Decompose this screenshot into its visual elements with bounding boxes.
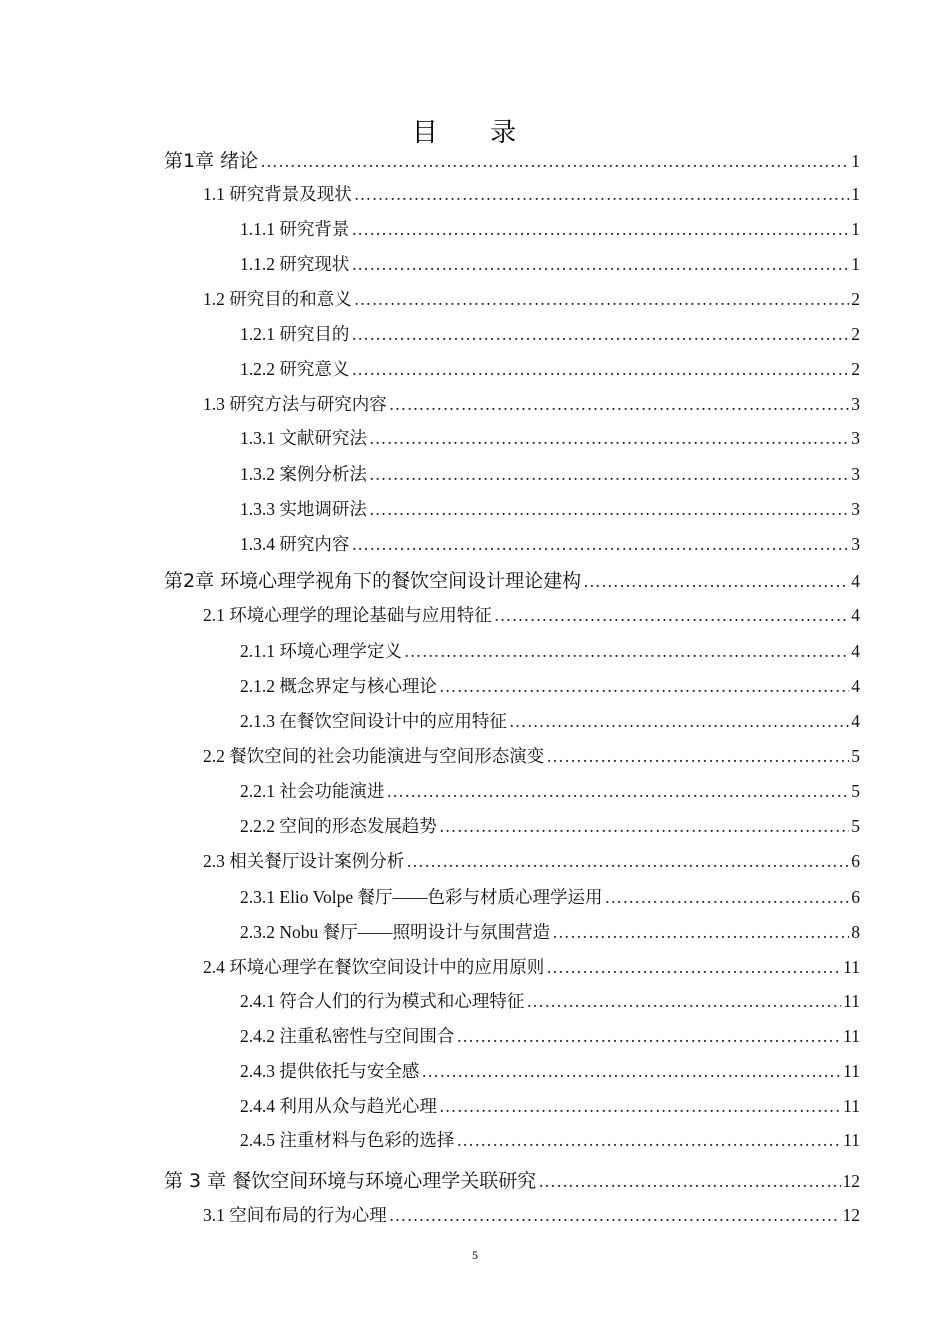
toc-entry-level-3[interactable] [240,531,860,556]
toc-entry-label: 第1章 绪论 [164,150,259,172]
dot-leader [546,746,849,767]
toc-entry-page-number: 1 [851,254,860,274]
dot-leader [351,534,849,555]
toc-entry-level-3[interactable] [240,216,860,241]
toc-entry-label: 2.4.5 注重材料与色彩的选择 [240,1130,455,1150]
toc-entry-label: 1.2 研究目的和意义 [203,289,352,309]
dot-leader [494,605,850,626]
toc-entry-level-2[interactable] [203,181,860,206]
dot-leader [526,991,841,1012]
dot-leader [354,289,850,310]
toc-entry-level-3[interactable] [240,461,860,486]
toc-title: 目 录 [411,118,539,148]
dot-leader [369,499,849,520]
toc-entry-level-3[interactable] [240,1093,860,1118]
toc-entry-page-number: 3 [851,499,860,519]
toc-entry-page-number: 3 [851,464,860,484]
toc-entry-level-3[interactable] [240,884,860,909]
dot-leader [552,922,849,943]
dot-leader [389,394,850,415]
dot-leader [604,887,849,908]
toc-entry-page-number: 11 [843,1026,860,1046]
toc-entry-level-3[interactable] [240,778,860,803]
dot-leader [509,711,849,732]
toc-entry-label: 第2章 环境心理学视角下的餐饮空间设计理论建构 [164,570,582,592]
dot-leader [439,816,849,837]
dot-leader [386,781,849,802]
toc-entry-label: 1.2.2 研究意义 [240,359,350,379]
toc-entry-label: 2.2.1 社会功能演进 [240,781,385,801]
toc-entry-page-number: 2 [851,359,860,379]
toc-entry-page-number: 1 [851,184,860,204]
toc-entry-label: 1.3.2 案例分析法 [240,464,367,484]
toc-entry-page-number: 5 [851,781,860,801]
toc-entry-label: 2.1.3 在餐饮空间设计中的应用特征 [240,711,507,731]
toc-entry-label: 2.4.4 利用从众与趋光心理 [240,1096,437,1116]
dot-leader [439,1096,841,1117]
toc-entry-level-3[interactable] [240,708,860,733]
toc-entry-label: 1.3 研究方法与研究内容 [203,394,387,414]
toc-entry-level-3[interactable] [240,813,860,838]
toc-entry-level-3[interactable] [240,425,860,450]
dot-leader [354,184,850,205]
toc-entry-page-number: 2 [851,324,860,344]
toc-entry-page-number: 5 [851,816,860,836]
toc-entry-page-number: 5 [851,746,860,766]
toc-entry-label: 1.3.4 研究内容 [240,534,350,554]
toc-entry-page-number: 11 [843,991,860,1011]
toc-entry-label: 2.1.1 环境心理学定义 [240,641,402,661]
toc-entry-page-number: 12 [842,1171,860,1191]
toc-entry-level-1[interactable] [164,566,860,593]
toc-entry-level-3[interactable] [240,1023,860,1048]
toc-entry-page-number: 11 [843,957,860,977]
toc-entry-label: 1.1 研究背景及现状 [203,184,352,204]
toc-entry-label: 2.1.2 概念界定与核心理论 [240,676,437,696]
toc-entry-label: 2.2 餐饮空间的社会功能演进与空间形态演变 [203,746,545,766]
toc-entry-page-number: 4 [851,605,860,625]
dot-leader [538,1171,840,1192]
toc-entry-page-number: 1 [851,219,860,239]
dot-leader [260,151,849,172]
dot-leader [456,1130,841,1151]
toc-entry-page-number: 3 [851,428,860,448]
toc-entry-level-3[interactable] [240,673,860,698]
toc-entry-level-3[interactable] [240,1127,860,1152]
toc-entry-label: 2.3 相关餐厅设计案例分析 [203,851,405,871]
toc-entry-label: 2.4.2 注重私密性与空间围合 [240,1026,455,1046]
toc-entry-level-1[interactable] [164,146,860,173]
toc-entry-level-3[interactable] [240,638,860,663]
toc-entry-level-3[interactable] [240,356,860,381]
toc-entry-page-number: 4 [851,641,860,661]
toc-entry-label: 1.2.1 研究目的 [240,324,350,344]
toc-entry-page-number: 6 [851,851,860,871]
toc-entry-label: 1.3.1 文献研究法 [240,428,367,448]
dot-leader [421,1061,841,1082]
toc-entry-level-2[interactable] [203,848,860,873]
dot-leader [351,219,849,240]
toc-entry-label: 3.1 空间布局的行为心理 [203,1205,387,1225]
toc-entry-label: 1.3.3 实地调研法 [240,499,367,519]
toc-entry-label: 第 3 章 餐饮空间环境与环境心理学关联研究 [164,1170,537,1192]
dot-leader [389,1205,841,1226]
dot-leader [369,428,849,449]
toc-entry-level-3[interactable] [240,251,860,276]
toc-entry-label: 2.3.1 Elio Volpe 餐厅——色彩与材质心理学运用 [240,887,603,907]
page-number-footer: 5 [472,1248,478,1262]
toc-entry-page-number: 11 [843,1130,860,1150]
toc-entry-page-number: 3 [851,534,860,554]
toc-entry-page-number: 12 [842,1205,860,1225]
toc-entry-level-3[interactable] [240,919,860,944]
toc-entry-level-3[interactable] [240,1058,860,1083]
toc-entry-level-2[interactable] [203,602,860,627]
toc-entry-label: 2.1 环境心理学的理论基础与应用特征 [203,605,492,625]
toc-entry-label: 1.1.2 研究现状 [240,254,350,274]
toc-entry-level-3[interactable] [240,496,860,521]
toc-entry-level-3[interactable] [240,988,860,1013]
toc-entry-level-2[interactable] [203,743,860,768]
toc-entry-page-number: 11 [843,1061,860,1081]
toc-entry-level-2[interactable] [203,391,860,416]
toc-entry-label: 2.3.2 Nobu 餐厅——照明设计与氛围营造 [240,922,551,942]
toc-entry-level-2[interactable] [203,1202,860,1227]
toc-entry-page-number: 3 [851,394,860,414]
dot-leader [583,571,849,592]
toc-entry-page-number: 11 [843,1096,860,1116]
toc-entry-page-number: 2 [851,289,860,309]
toc-entry-page-number: 1 [851,151,860,171]
dot-leader [369,464,849,485]
toc-entry-label: 2.4.1 符合人们的行为模式和心理特征 [240,991,525,1011]
toc-entry-page-number: 8 [851,922,860,942]
toc-entry-label: 2.4.3 提供依托与安全感 [240,1061,420,1081]
toc-entry-page-number: 4 [851,711,860,731]
toc-entry-page-number: 4 [851,571,860,591]
dot-leader [351,324,849,345]
toc-entry-page-number: 4 [851,676,860,696]
dot-leader [351,359,849,380]
toc-entry-label: 1.1.1 研究背景 [240,219,350,239]
toc-entry-label: 2.4 环境心理学在餐饮空间设计中的应用原则 [203,957,545,977]
toc-entry-level-2[interactable] [203,954,860,979]
toc-entry-level-2[interactable] [203,286,860,311]
dot-leader [404,641,849,662]
dot-leader [406,851,849,872]
toc-entry-level-3[interactable] [240,321,860,346]
dot-leader [439,676,849,697]
dot-leader [351,254,849,275]
toc-entry-page-number: 6 [851,887,860,907]
dot-leader [546,957,841,978]
toc-entry-level-1[interactable] [164,1166,860,1193]
dot-leader [456,1026,841,1047]
toc-entry-label: 2.2.2 空间的形态发展趋势 [240,816,437,836]
